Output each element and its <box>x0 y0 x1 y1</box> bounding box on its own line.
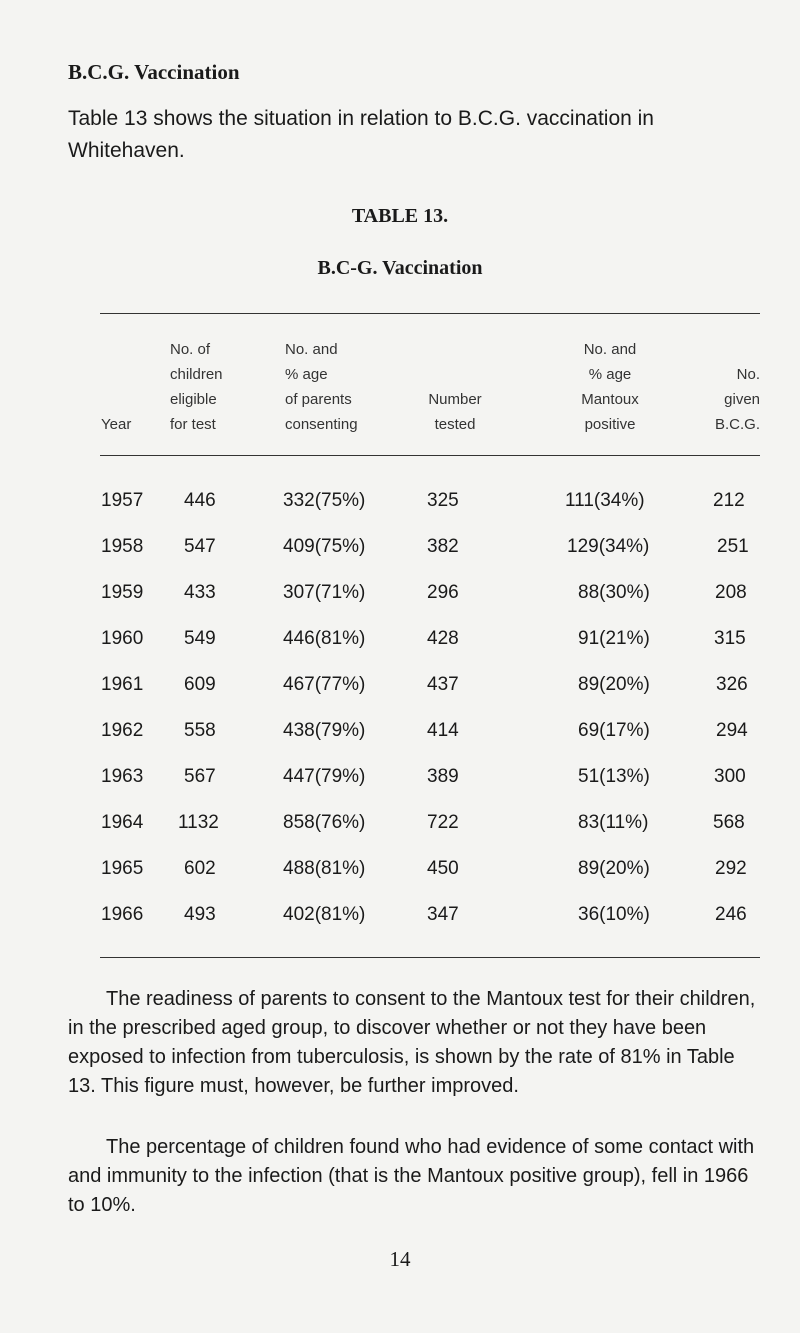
table-row <box>0 582 800 612</box>
cell-consenting: 858(76%) <box>283 812 366 833</box>
cell-consenting: 438(79%) <box>283 720 366 741</box>
cell-eligible: 446 <box>184 490 216 511</box>
table-row <box>0 858 800 888</box>
cell-tested: 414 <box>427 720 459 741</box>
table-row <box>0 766 800 796</box>
cell-tested: 428 <box>427 628 459 649</box>
cell-consenting: 332(75%) <box>283 490 366 511</box>
cell-consenting: 467(77%) <box>283 674 366 695</box>
header-consenting-line: consenting <box>285 416 358 433</box>
cell-year: 1964 <box>101 812 144 833</box>
header-consenting <box>285 337 385 437</box>
cell-eligible: 558 <box>184 720 216 741</box>
section-heading: B.C.G. Vaccination <box>68 60 240 84</box>
cell-year: 1958 <box>101 536 144 557</box>
header-consenting-line: No. and <box>285 341 338 358</box>
cell-tested: 450 <box>427 858 459 879</box>
cell-tested: 437 <box>427 674 459 695</box>
cell-eligible: 433 <box>184 582 216 603</box>
cell-consenting: 488(81%) <box>283 858 366 879</box>
header-eligible-line: eligible <box>170 391 217 408</box>
header-positive <box>555 337 665 437</box>
cell-given: 315 <box>714 628 746 649</box>
cell-tested: 389 <box>427 766 459 787</box>
cell-year: 1965 <box>101 858 144 879</box>
cell-tested: 325 <box>427 490 459 511</box>
cell-eligible: 609 <box>184 674 216 695</box>
paragraph-text: The percentage of children found who had evidence of some contact with and immunity to the infection (that is the Mantoux positive group), fell in 1966 to 10%. <box>68 1136 755 1216</box>
cell-eligible: 602 <box>184 858 216 879</box>
header-positive-line: Mantoux <box>581 391 639 408</box>
cell-positive: 36(10%) <box>578 904 650 925</box>
header-consenting-line: % age <box>285 366 328 383</box>
header-eligible-line: children <box>170 366 223 383</box>
cell-eligible: 567 <box>184 766 216 787</box>
header-given-line: No. <box>736 366 760 383</box>
cell-consenting: 402(81%) <box>283 904 366 925</box>
cell-tested: 296 <box>427 582 459 603</box>
header-positive-line: positive <box>584 416 636 433</box>
table-row <box>0 536 800 566</box>
intro-paragraph: Table 13 shows the situation in relation to B.C.G. vaccination in Whitehaven. <box>68 107 654 162</box>
cell-year: 1960 <box>101 628 144 649</box>
cell-positive: 91(21%) <box>578 628 650 649</box>
table-label: TABLE 13. <box>351 205 449 227</box>
header-given <box>680 362 760 437</box>
header-eligible-line: for test <box>170 416 216 433</box>
header-year: Year <box>101 416 132 433</box>
cell-given: 568 <box>713 812 745 833</box>
header-eligible <box>170 337 260 437</box>
cell-tested: 722 <box>427 812 459 833</box>
cell-given: 246 <box>715 904 747 925</box>
cell-positive: 111(34%) <box>565 490 645 511</box>
body-paragraph <box>68 985 768 1101</box>
table-row <box>0 812 800 842</box>
table-row <box>0 904 800 934</box>
cell-given: 300 <box>714 766 746 787</box>
cell-consenting: 409(75%) <box>283 536 366 557</box>
page-number: 14 <box>389 1247 411 1271</box>
header-positive-line: No. and <box>583 341 637 358</box>
cell-year: 1962 <box>101 720 144 741</box>
cell-year: 1963 <box>101 766 144 787</box>
cell-year: 1957 <box>101 490 144 511</box>
cell-tested: 347 <box>427 904 459 925</box>
header-given-line: B.C.G. <box>714 416 760 433</box>
cell-consenting: 307(71%) <box>283 582 366 603</box>
cell-given: 326 <box>716 674 748 695</box>
cell-given: 292 <box>715 858 747 879</box>
cell-consenting: 447(79%) <box>283 766 366 787</box>
table-bottom-rule <box>100 957 760 958</box>
cell-consenting: 446(81%) <box>283 628 366 649</box>
cell-given: 251 <box>717 536 749 557</box>
cell-positive: 69(17%) <box>578 720 650 741</box>
cell-eligible: 1132 <box>178 812 219 833</box>
cell-positive: 51(13%) <box>578 766 650 787</box>
table-row <box>0 628 800 658</box>
cell-eligible: 549 <box>184 628 216 649</box>
table-top-rule <box>100 313 760 314</box>
cell-eligible: 547 <box>184 536 216 557</box>
header-positive-line: % age <box>588 366 632 383</box>
cell-positive: 83(11%) <box>578 812 649 833</box>
cell-year: 1966 <box>101 904 144 925</box>
cell-year: 1959 <box>101 582 144 603</box>
header-tested <box>410 387 500 437</box>
table-title: B.C-G. Vaccination <box>317 257 483 279</box>
header-bottom-rule <box>100 455 760 456</box>
table-row <box>0 674 800 704</box>
cell-positive: 129(34%) <box>567 536 650 557</box>
table-row <box>0 720 800 750</box>
cell-year: 1961 <box>101 674 144 695</box>
header-consenting-line: of parents <box>285 391 352 408</box>
cell-given: 294 <box>716 720 748 741</box>
body-paragraph <box>68 1133 768 1220</box>
cell-given: 208 <box>715 582 747 603</box>
header-eligible-line: No. of <box>170 341 211 358</box>
header-given-line: given <box>724 391 760 408</box>
cell-eligible: 493 <box>184 904 216 925</box>
cell-tested: 382 <box>427 536 459 557</box>
cell-positive: 89(20%) <box>578 674 650 695</box>
cell-positive: 88(30%) <box>578 582 650 603</box>
header-tested-line: Number <box>428 391 482 408</box>
table-row <box>0 490 800 520</box>
header-tested-line: tested <box>434 416 476 433</box>
cell-positive: 89(20%) <box>578 858 650 879</box>
cell-given: 212 <box>713 490 745 511</box>
paragraph-text: The readiness of parents to consent to the Mantoux test for their children, in the prescribed aged group, to discover whether or not they have been exposed to infection from tuberculosis, is shown by the rate of 81% in Table 13. This figure must, however, be further improved. <box>68 988 756 1097</box>
